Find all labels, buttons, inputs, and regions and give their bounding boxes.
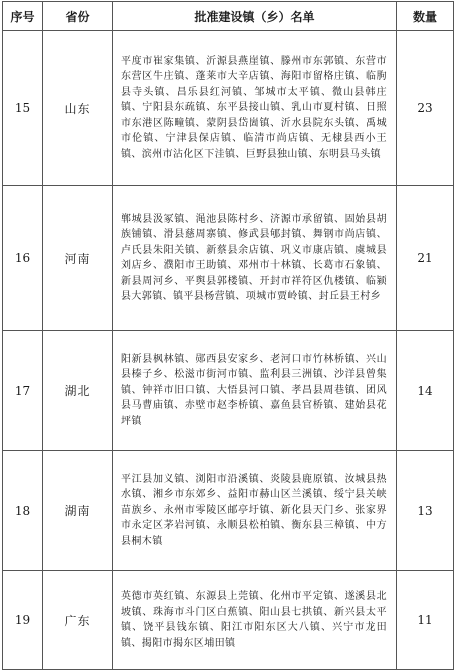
town-list: 郸城县汲冢镇、渑池县陈村乡、济源市承留镇、固始县胡族铺镇、滑县慈周寨镇、修武县郇封镇、舞钢市尚店镇、卢氏县朱阳关镇、新蔡县余店镇、巩义市康店镇、虞城县刘店乡、濮阳市王助镇、邓州市十林镇、长葛市石象镇、新县周河乡、平舆县郭楼镇、开封市祥符区仇楼镇、临颍县大郭镇、镇平县杨营镇、项城市贾岭镇、封丘县王村乡 bbox=[113, 186, 397, 331]
town-count: 13 bbox=[397, 451, 454, 571]
province-name: 广东 bbox=[43, 571, 113, 670]
header-count: 数量 bbox=[397, 2, 454, 31]
town-count: 14 bbox=[397, 331, 454, 451]
province-name: 河南 bbox=[43, 186, 113, 331]
town-list: 阳新县枫林镇、郧西县安家乡、老河口市竹林桥镇、兴山县榛子乡、松滋市街河市镇、监利县三洲镇、沙洋县曾集镇、钟祥市旧口镇、大悟县河口镇、孝昌县周巷镇、团风县马曹庙镇、赤壁市赵李桥镇、嘉鱼县官桥镇、建始县花坪镇 bbox=[113, 331, 397, 451]
serial-number: 19 bbox=[3, 571, 43, 670]
header-province: 省份 bbox=[43, 2, 113, 31]
town-count: 11 bbox=[397, 571, 454, 670]
town-list-table bbox=[2, 1, 454, 670]
header-row bbox=[3, 2, 454, 31]
serial-number: 17 bbox=[3, 331, 43, 451]
header-approved-towns: 批准建设镇（乡）名单 bbox=[113, 2, 397, 31]
town-count: 23 bbox=[397, 31, 454, 186]
table-row bbox=[3, 451, 454, 571]
header-serial-number: 序号 bbox=[3, 2, 43, 31]
table-row bbox=[3, 31, 454, 186]
table-row bbox=[3, 571, 454, 670]
serial-number: 18 bbox=[3, 451, 43, 571]
town-count: 21 bbox=[397, 186, 454, 331]
town-list: 平度市崔家集镇、沂源县燕崖镇、滕州市东郭镇、东营市东营区牛庄镇、蓬莱市大辛店镇、海阳市留格庄镇、临朐县寺头镇、昌乐县红河镇、邹城市太平镇、微山县韩庄镇、宁阳县东疏镇、东平县接山镇、乳山市夏村镇、日照市东港区陈疃镇、蒙阴县岱崮镇、沂水县院东头镇、禹城市伦镇、宁津县保店镇、临清市尚店镇、无棣县西小王镇、滨州市沾化区下洼镇、巨野县独山镇、东明县马头镇 bbox=[113, 31, 397, 186]
town-list: 英德市英红镇、东源县上莞镇、化州市平定镇、遂溪县北坡镇、珠海市斗门区白蕉镇、阳山县七拱镇、新兴县太平镇、饶平县钱东镇、阳江市阳东区大八镇、兴宁市龙田镇、揭阳市揭东区埔田镇 bbox=[113, 571, 397, 670]
province-name: 湖北 bbox=[43, 331, 113, 451]
table-row bbox=[3, 186, 454, 331]
serial-number: 16 bbox=[3, 186, 43, 331]
table-row bbox=[3, 331, 454, 451]
province-name: 山东 bbox=[43, 31, 113, 186]
province-name: 湖南 bbox=[43, 451, 113, 571]
town-list: 平江县加义镇、浏阳市沿溪镇、炎陵县鹿原镇、汝城县热水镇、湘乡市东郊乡、益阳市赫山区兰溪镇、绥宁县关峡苗族乡、永州市零陵区邮亭圩镇、新化县天门乡、张家界市永定区茅岩河镇、永顺县松柏镇、衡东县三樟镇、中方县桐木镇 bbox=[113, 451, 397, 571]
serial-number: 15 bbox=[3, 31, 43, 186]
